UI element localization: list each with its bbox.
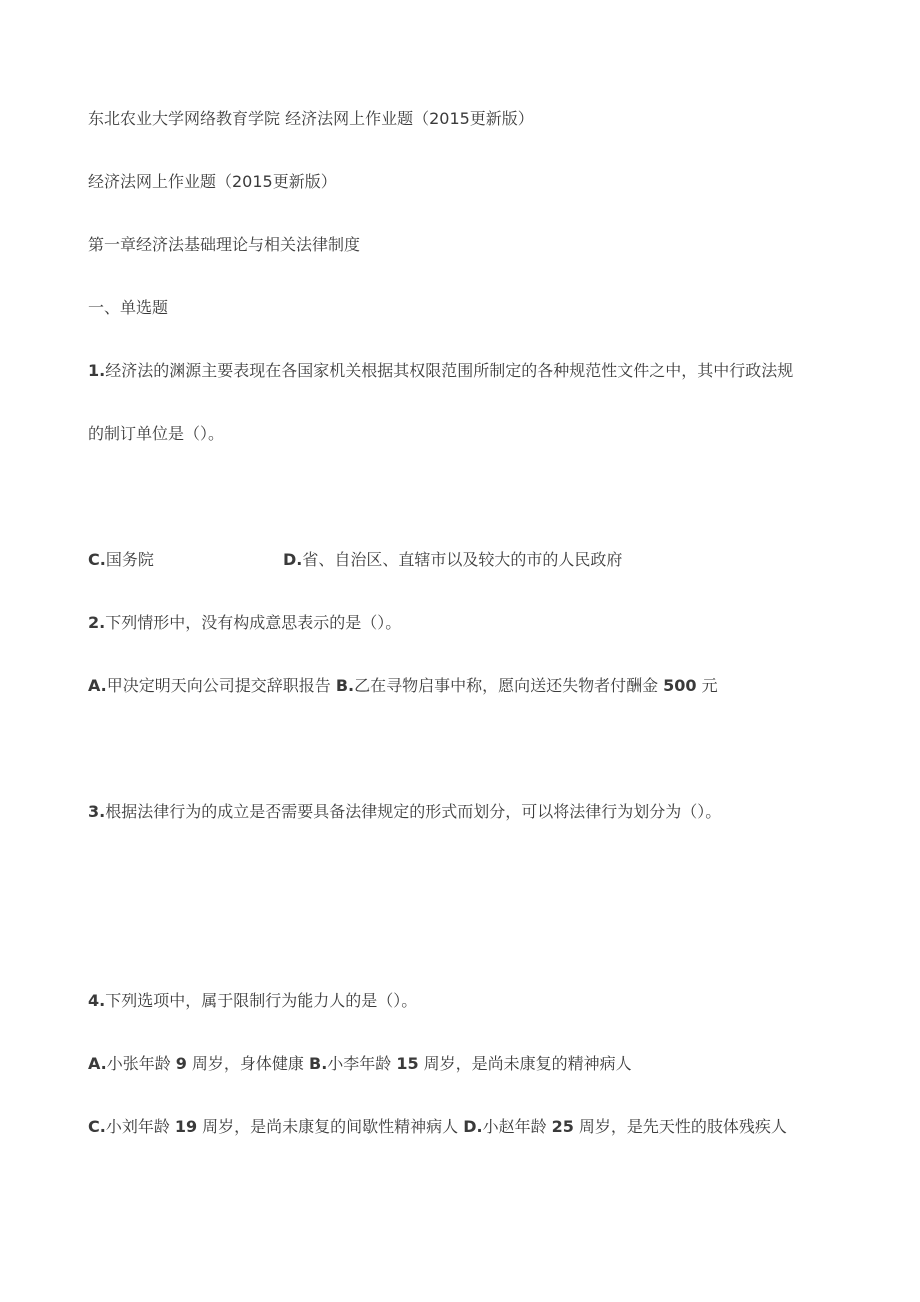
option-label: A.: [88, 1054, 107, 1073]
question-1-option-c: [88, 549, 154, 571]
reward-amount: 500: [663, 676, 697, 695]
question-text: 下列选项中，属于限制行为能力人的是（）。: [105, 991, 418, 1010]
option-label: C.: [88, 550, 106, 569]
question-2-options: [88, 675, 718, 697]
chapter-heading: 第一章经济法基础理论与相关法律制度: [88, 235, 361, 254]
option-label: A.: [88, 676, 107, 695]
question-text: 的制订单位是（）。: [88, 424, 225, 443]
option-text: 甲决定明天向公司提交辞职报告: [106, 676, 336, 695]
option-label: D.: [283, 550, 303, 569]
question-4-options-ab: A.小张年龄 9 周岁，身体健康 B.小李年龄 15 周岁，是尚未康复的精神病人: [88, 1054, 632, 1073]
question-text: 根据法律行为的成立是否需要具备法律规定的形式而划分，可以将法律行为划分为（）。: [105, 802, 722, 821]
question-4-options-cd: C.小刘年龄 19 周岁，是尚未康复的间歇性精神病人 D.小赵年龄 25 周岁，是先天性的肢体残疾人: [88, 1117, 787, 1136]
option-text: 国务院: [105, 550, 154, 569]
question-4: [88, 990, 417, 1012]
option-label: C.: [88, 1117, 106, 1136]
reward-unit: 元: [701, 676, 718, 695]
question-1-option-d: [283, 549, 622, 571]
question-text: 下列情形中，没有构成意思表示的是（）。: [105, 613, 402, 632]
document-title: 东北农业大学网络教育学院 经济法网上作业题（2015更新版）: [88, 109, 534, 128]
option-label: B.: [309, 1054, 328, 1073]
question-number: 2.: [88, 613, 106, 632]
option-text: 乙在寻物启事中称，愿向送还失物者付酬金: [354, 676, 659, 695]
option-text: 省、自治区、直辖市以及较大的市的人民政府: [302, 550, 623, 569]
option-label: D.: [463, 1117, 483, 1136]
question-text: 经济法的渊源主要表现在各国家机关根据其权限范围所制定的各种规范性文件之中，其中行政法规: [105, 361, 794, 380]
question-1-line-2: [88, 423, 224, 445]
question-number: 4.: [88, 991, 106, 1010]
option-label: B.: [335, 676, 355, 695]
question-number: 1.: [88, 361, 106, 380]
question-2: [88, 612, 401, 634]
question-number: 3.: [88, 802, 106, 821]
question-1-line-1: [88, 360, 793, 382]
document-subtitle: 经济法网上作业题（2015更新版）: [88, 172, 337, 191]
question-3: [88, 801, 721, 823]
section-heading: 一、单选题: [88, 298, 169, 317]
